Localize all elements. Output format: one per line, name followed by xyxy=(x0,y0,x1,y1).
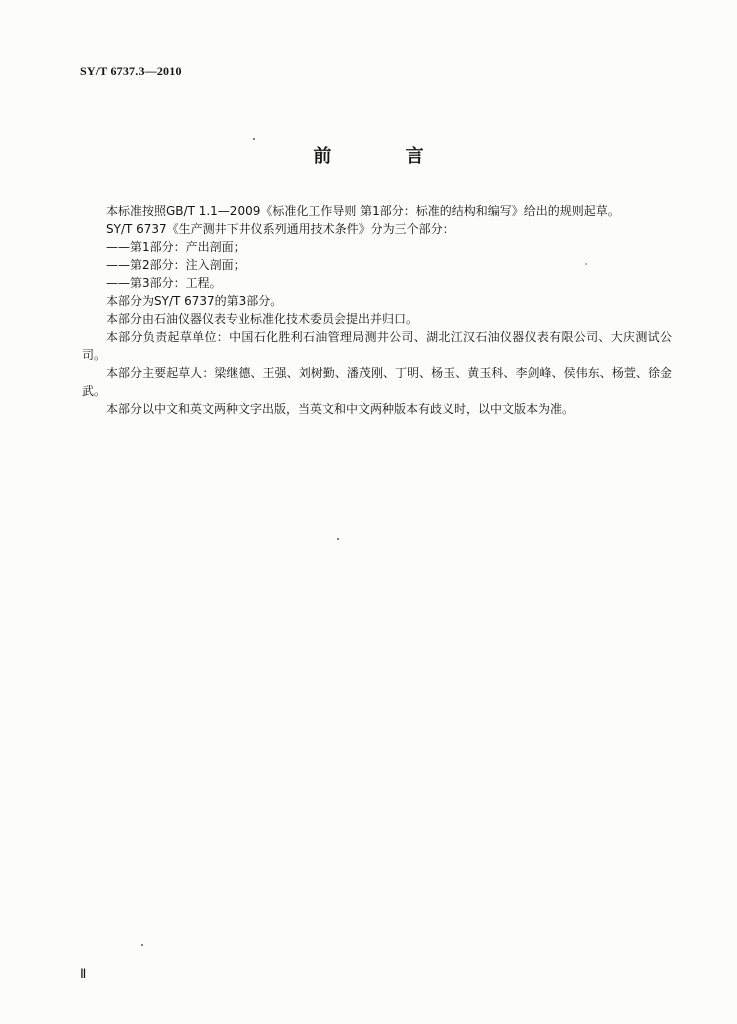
paragraph-language-note: 本部分以中文和英文两种文字出版，当英文和中文两种版本有歧义时，以中文版本为准。 xyxy=(106,402,575,416)
list-item-part-1: ——第1部分：产出剖面； xyxy=(106,240,246,254)
standard-code: SY/T 6737.3—2010 xyxy=(80,64,182,78)
paragraph-drafters: 本部分主要起草人：梁继德、王强、刘树勤、潘茂刚、丁明、杨玉、黄玉科、李剑峰、侯伟东、杨萱、徐金武。 xyxy=(82,366,672,398)
scan-speck xyxy=(585,263,587,265)
list-item-part-2: ——第2部分：注入剖面； xyxy=(106,258,246,272)
page-title: 前 言 xyxy=(313,146,458,167)
list-item-part-3: ——第3部分：工程。 xyxy=(106,276,222,290)
paragraph-this-part: 本部分为SY/T 6737的第3部分。 xyxy=(106,294,283,308)
scan-speck xyxy=(253,138,255,140)
paragraph-proposed-by: 本部分由石油仪器仪表专业标准化技术委员会提出并归口。 xyxy=(106,312,419,326)
foreword-body xyxy=(82,202,672,418)
paragraph-standard-basis: 本标准按照GB/T 1.1—2009《标准化工作导则 第1部分：标准的结构和编写》给出的规则起草。 xyxy=(106,204,620,218)
scan-speck xyxy=(141,944,143,946)
scan-speck xyxy=(337,538,339,540)
page-number: Ⅱ xyxy=(80,966,87,981)
paragraph-series-parts: SY/T 6737《生产测井下井仪系列通用技术条件》分为三个部分： xyxy=(106,222,455,236)
paragraph-drafting-units: 本部分负责起草单位：中国石化胜利石油管理局测井公司、湖北江汉石油仪器仪表有限公司、大庆测试公司。 xyxy=(82,330,672,362)
